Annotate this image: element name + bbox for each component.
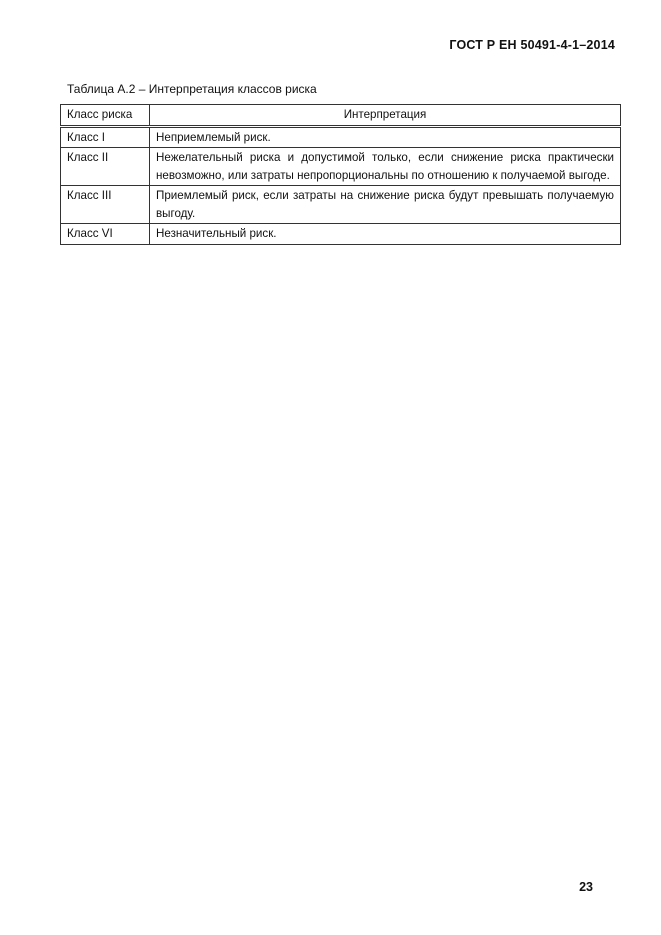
risk-class-table [60,104,621,245]
table-row [61,224,621,245]
risk-class-cell: Класс VI [61,224,150,245]
table-row [61,126,621,148]
interpretation-cell: Приемлемый риск, если затраты на снижение риска будут превышать получаемую выгоду. [150,186,621,224]
risk-class-cell: Класс II [61,148,150,186]
risk-class-cell: Класс I [61,126,150,148]
column-header-interpretation: Интерпретация [150,105,621,127]
table-caption: Таблица А.2 – Интерпретация классов риска [67,82,317,96]
document-standard-code: ГОСТ Р ЕН 50491-4-1–2014 [449,38,615,52]
interpretation-cell: Незначительный риск. [150,224,621,245]
interpretation-cell: Нежелательный риска и допустимой только, если снижение риска практически невозможно, или затраты непропорциональны по отношению к получаемой выгоде. [150,148,621,186]
table-row [61,186,621,224]
table-row [61,148,621,186]
page-number: 23 [579,880,593,894]
interpretation-cell: Неприемлемый риск. [150,126,621,148]
risk-class-cell: Класс III [61,186,150,224]
column-header-risk-class: Класс риска [61,105,150,127]
table-header-row [61,105,621,127]
